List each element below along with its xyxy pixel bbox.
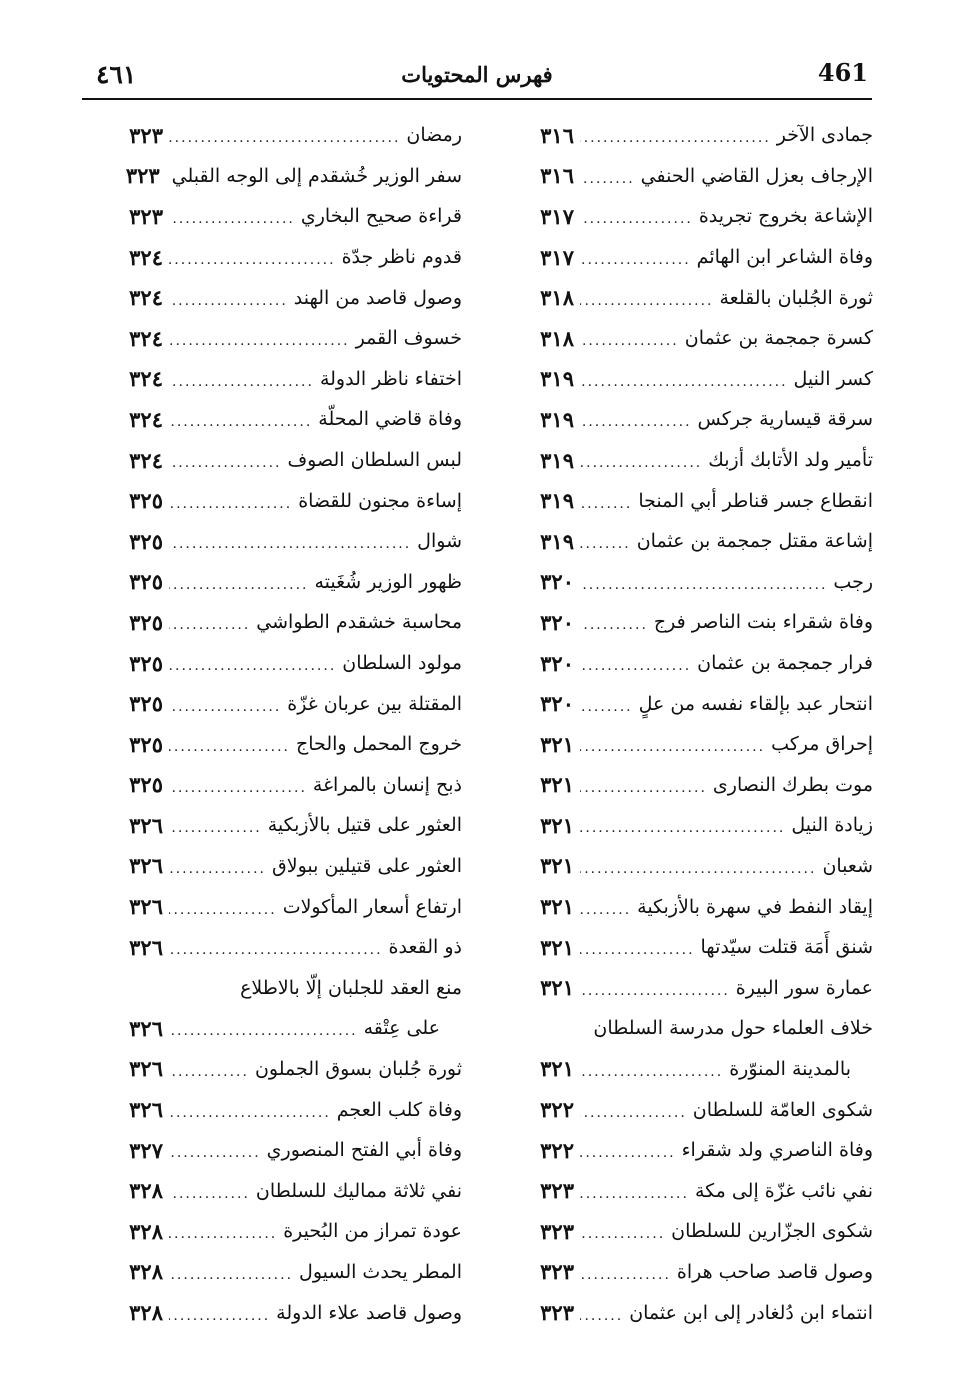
dot-leader — [580, 1140, 676, 1160]
toc-entry-page: ٣١٩ — [540, 488, 574, 514]
toc-entry-page: ٣٢٤ — [129, 244, 163, 270]
toc-entry — [97, 277, 462, 318]
toc-entry — [508, 440, 873, 481]
dot-leader — [580, 897, 631, 917]
dot-leader — [580, 572, 827, 592]
toc-entry — [97, 1170, 462, 1211]
toc-entry — [508, 1008, 873, 1049]
toc-entry-title: موت بطرك النصارى — [712, 773, 873, 796]
dot-leader — [169, 734, 290, 754]
dot-leader — [580, 1303, 623, 1323]
toc-entry-page: ٣٢٥ — [129, 772, 163, 798]
toc-entry — [97, 683, 462, 724]
toc-entry — [97, 1089, 462, 1130]
dot-leader — [169, 206, 295, 226]
toc-entry-page: ٣٢٨ — [129, 1218, 163, 1244]
toc-entry — [97, 115, 462, 156]
dot-leader — [169, 409, 312, 429]
toc-entry-page: ٣٢٥ — [129, 528, 163, 554]
toc-entry-page: ٣٢١ — [540, 894, 574, 920]
toc-entry-title: إيقاد النفط في سهرة بالأزبكية — [637, 895, 873, 918]
toc-entry-page: ٣١٦ — [540, 163, 574, 189]
dot-leader — [169, 1018, 358, 1038]
toc-entry — [97, 967, 462, 1008]
toc-entry-title: العثور على قتيلين ببولاق — [272, 854, 462, 877]
toc-entry — [97, 562, 462, 603]
toc-entry — [508, 359, 873, 400]
toc-entry-page: ٣٢٤ — [129, 285, 163, 311]
dot-leader — [580, 1100, 687, 1120]
toc-entry-page: ٣٢٥ — [129, 650, 163, 676]
toc-entry — [97, 805, 462, 846]
toc-entry — [97, 765, 462, 806]
toc-entry-title: إحراق مركب — [771, 733, 873, 756]
toc-entry — [508, 967, 873, 1008]
toc-entry — [97, 196, 462, 237]
dot-leader — [169, 1303, 270, 1323]
toc-entry-page: ٣٢٢ — [540, 1137, 574, 1163]
running-title: فهرس المحتويات — [401, 62, 553, 87]
toc-entry — [508, 277, 873, 318]
dot-leader — [580, 775, 707, 795]
toc-entry — [97, 480, 462, 521]
toc-entry — [97, 1008, 462, 1049]
toc-entry-page: ٣٢١ — [540, 853, 574, 879]
toc-entry-page: ٣٢٣ — [540, 1218, 574, 1244]
toc-entry-title: وصول قاصد من الهند — [293, 286, 462, 309]
toc-entry-title: مولود السلطان — [342, 652, 462, 675]
toc-entry-title: وفاة الشاعر ابن الهائم — [696, 246, 873, 269]
toc-entry-page: ٣٢٦ — [129, 812, 163, 838]
dot-leader — [580, 937, 695, 957]
toc-entry-title: سفر الوزير خُشقدم إلى الوجه القبلي — [171, 164, 462, 187]
toc-entry — [508, 643, 873, 684]
toc-entry-title: سرقة قيسارية جركس — [697, 408, 873, 431]
toc-entry-page: ٣٢٦ — [129, 894, 163, 920]
toc-entry-page: ٣٢٣ — [125, 163, 160, 189]
toc-entry — [508, 765, 873, 806]
toc-entry-page: ٣٢٣ — [129, 122, 163, 148]
toc-entry-title: بالمدينة المنوّرة — [729, 1057, 851, 1080]
toc-entry — [508, 399, 873, 440]
toc-entry-title: ذبح إنسان بالمراغة — [312, 773, 462, 796]
toc-entry-title: شكوى العامّة للسلطان — [692, 1098, 873, 1121]
toc-entry-title: المقتلة بين عربان غزّة — [287, 692, 462, 715]
toc-entry — [508, 724, 873, 765]
toc-entry — [97, 521, 462, 562]
toc-entry-page: ٣١٨ — [540, 325, 574, 351]
page-number-latin: 461 — [817, 58, 868, 87]
toc-column-left — [97, 115, 462, 1333]
toc-entry-page: ٣٢٨ — [129, 1259, 163, 1285]
toc-entry — [508, 1130, 873, 1171]
toc-entry-page: ٣٢٣ — [540, 1300, 574, 1326]
dot-leader — [169, 1262, 293, 1282]
toc-entry-page: ٣٢١ — [540, 1056, 574, 1082]
dot-leader — [169, 612, 250, 632]
toc-entry-title: شوال — [417, 530, 462, 553]
toc-entry-page: ٣١٦ — [540, 122, 574, 148]
toc-entry-page: ٣١٧ — [540, 203, 574, 229]
toc-entry-page: ٣٢١ — [540, 975, 574, 1001]
dot-leader — [169, 125, 400, 145]
toc-entry-page: ٣٢٦ — [129, 1097, 163, 1123]
toc-entry — [97, 927, 462, 968]
toc-entry-title: وصول قاصد صاحب هراة — [676, 1260, 873, 1283]
dot-leader — [580, 815, 785, 835]
toc-entry-title: وفاة شقراء بنت الناصر فرج — [653, 611, 873, 634]
toc-entry — [97, 1049, 462, 1090]
toc-entry-title: إشاعة مقتل جمجمة بن عثمان — [636, 530, 873, 553]
toc-entry — [508, 602, 873, 643]
toc-entry-title: وفاة الناصري ولد شقراء — [681, 1139, 873, 1162]
dot-leader — [580, 125, 771, 145]
toc-entry — [508, 237, 873, 278]
dot-leader — [169, 937, 383, 957]
toc-entry — [508, 1211, 873, 1252]
dot-leader — [580, 328, 679, 348]
toc-entry-page: ٣٢٥ — [129, 609, 163, 635]
toc-entry — [508, 1292, 873, 1333]
toc-entry-page: ٣٢٨ — [129, 1178, 163, 1204]
toc-entry-page: ٣٢٦ — [129, 853, 163, 879]
toc-entry-page: ٣٢١ — [540, 812, 574, 838]
dot-leader — [169, 247, 336, 267]
toc-entry-title: خروج المحمل والحاج — [296, 733, 462, 756]
toc-entry-title: تأمير ولد الأتابك أزبك — [708, 449, 873, 472]
dot-leader — [580, 612, 648, 632]
dot-leader — [169, 328, 350, 348]
toc-entry-page: ٣٢٦ — [129, 1015, 163, 1041]
toc-entry — [97, 399, 462, 440]
dot-leader — [580, 653, 691, 673]
toc-entry — [97, 318, 462, 359]
dot-leader — [169, 288, 288, 308]
toc-entry-title: كسرة جمجمة بن عثمان — [684, 327, 873, 350]
toc-entry-page: ٣٢٥ — [129, 488, 163, 514]
toc-entry-title: الإشاعة بخروج تجريدة — [698, 205, 873, 228]
toc-entry — [97, 359, 462, 400]
dot-leader — [169, 1140, 261, 1160]
dot-leader — [169, 694, 281, 714]
toc-entry-page: ٣٢١ — [540, 934, 574, 960]
toc-entry-page: ٣٢٤ — [129, 366, 163, 392]
toc-entry — [97, 1292, 462, 1333]
toc-entry — [97, 1130, 462, 1171]
toc-entry-page: ٣٢٦ — [129, 1056, 163, 1082]
toc-entry-title: رمضان — [406, 124, 462, 147]
dot-leader — [580, 491, 632, 511]
toc-entry — [508, 846, 873, 887]
toc-entry-title: شعبان — [822, 854, 873, 877]
toc-entry — [97, 602, 462, 643]
toc-entry-title: اختفاء ناظر الدولة — [319, 367, 462, 390]
toc-entry — [508, 115, 873, 156]
toc-entry-title: منع العقد للجلبان إلّا بالاطلاع — [240, 976, 462, 999]
dot-leader — [580, 734, 765, 754]
toc-entry-title: ذو القعدة — [388, 936, 462, 959]
dot-leader — [169, 572, 308, 592]
toc-entry-title: على عِتْقه — [363, 1017, 440, 1040]
toc-entry-page: ٣٢٢ — [540, 1097, 574, 1123]
toc-entry — [97, 156, 462, 197]
toc-entry-title: لبس السلطان الصوف — [287, 449, 462, 472]
dot-leader — [169, 1221, 277, 1241]
dot-leader — [580, 288, 713, 308]
dot-leader — [169, 450, 281, 470]
toc-entry — [508, 683, 873, 724]
dot-leader — [169, 815, 262, 835]
dot-leader — [580, 531, 631, 551]
toc-entry-title: ثورة الجُلبان بالقلعة — [719, 286, 873, 309]
toc-entry-page: ٣٢٠ — [540, 609, 574, 635]
dot-leader — [169, 1059, 249, 1079]
toc-entry-title: نفي ثلاثة مماليك للسلطان — [255, 1179, 462, 1202]
toc-entry-page: ٣٢٣ — [540, 1259, 574, 1285]
dot-leader — [169, 491, 292, 511]
toc-entry — [508, 196, 873, 237]
header-rule — [82, 98, 872, 100]
toc-entry-title: انتحار عبد بإلقاء نفسه من علٍ — [638, 692, 873, 715]
toc-entry — [97, 1211, 462, 1252]
toc-entry-title: الإرجاف بعزل القاضي الحنفي — [640, 164, 873, 187]
dot-leader — [580, 694, 633, 714]
toc-entry-title: قراءة صحيح البخاري — [300, 205, 462, 228]
toc-entry-title: انتماء ابن دُلغادر إلى ابن عثمان — [629, 1301, 873, 1324]
dot-leader — [169, 856, 266, 876]
toc-entry-title: محاسبة خشقدم الطواشي — [256, 611, 462, 634]
page-number-arabic: ٤٦١ — [96, 60, 137, 89]
toc-entry — [508, 318, 873, 359]
toc-entry — [508, 1170, 873, 1211]
toc-entry-title: رجب — [833, 570, 873, 593]
toc-entry — [97, 643, 462, 684]
toc-entry-title: عودة تمراز من البُحيرة — [283, 1220, 462, 1243]
toc-entry-page: ٣٢١ — [540, 772, 574, 798]
dot-leader — [580, 206, 693, 226]
toc-entry-page: ٣١٩ — [540, 406, 574, 432]
toc-entry-title: وفاة كلب العجم — [336, 1098, 462, 1121]
toc-entry-page: ٣٢٨ — [129, 1300, 163, 1326]
toc-entry — [97, 440, 462, 481]
toc-entry-page: ٣١٩ — [540, 528, 574, 554]
toc-entry — [508, 156, 873, 197]
toc-entry-page: ٣٢٠ — [540, 691, 574, 717]
dot-leader — [580, 369, 788, 389]
toc-entry-title: قدوم ناظر جدّة — [341, 246, 462, 269]
toc-entry-page: ٣٢٦ — [129, 934, 163, 960]
toc-entry-page: ٣١٧ — [540, 244, 574, 270]
toc-entry-title: العثور على قتيل بالأزبكية — [267, 814, 462, 837]
toc-entry — [97, 1252, 462, 1293]
toc-entry-page: ٣٢٠ — [540, 650, 574, 676]
toc-entry-page: ٣٢٧ — [129, 1137, 163, 1163]
toc-entry-title: جمادى الآخر — [776, 124, 873, 147]
dot-leader — [580, 450, 702, 470]
toc-entry-title: شكوى الجزّارين للسلطان — [671, 1220, 873, 1243]
dot-leader — [169, 897, 277, 917]
toc-entry-title: فرار جمجمة بن عثمان — [697, 652, 873, 675]
toc-entry-title: وفاة أبي الفتح المنصوري — [266, 1139, 462, 1162]
toc-entry-page: ٣٢٠ — [540, 569, 574, 595]
toc-entry-title: إساءة مجنون للقضاة — [298, 489, 462, 512]
toc-entry — [508, 805, 873, 846]
toc-entry-title: كسر النيل — [793, 367, 873, 390]
toc-entry-title: شنق أَمَة قتلت سيّدتها — [700, 936, 873, 959]
toc-entry-title: وصول قاصد علاء الدولة — [276, 1301, 462, 1324]
toc-entry-page: ٣٢٤ — [129, 406, 163, 432]
toc-entry-title: ظهور الوزير شُغَيته — [314, 570, 462, 593]
toc-entry-page: ٣٢٥ — [129, 569, 163, 595]
toc-entry — [508, 521, 873, 562]
toc-entry — [508, 886, 873, 927]
toc-entry-page: ٣٢٣ — [129, 203, 163, 229]
toc-column-right — [508, 115, 873, 1333]
toc-entry-title: خلاف العلماء حول مدرسة السلطان — [593, 1017, 873, 1040]
dot-leader — [580, 247, 691, 267]
toc-entry-page: ٣٢٣ — [540, 1178, 574, 1204]
toc-entry — [508, 927, 873, 968]
dot-leader — [580, 166, 635, 186]
toc-entry — [97, 237, 462, 278]
dot-leader — [169, 1100, 331, 1120]
toc-entry-title: المطر يحدث السيول — [299, 1260, 462, 1283]
dot-leader — [580, 978, 730, 998]
toc-entry-title: عمارة سور البيرة — [735, 976, 873, 999]
toc-entry-title: خسوف القمر — [355, 327, 462, 350]
dot-leader — [580, 409, 692, 429]
toc-entry — [97, 846, 462, 887]
toc-entry-page: ٣٢٥ — [129, 731, 163, 757]
page-header — [82, 50, 872, 98]
dot-leader — [169, 775, 307, 795]
dot-leader — [169, 531, 411, 551]
toc-entry — [508, 1252, 873, 1293]
dot-leader — [169, 653, 336, 673]
dot-leader — [580, 1181, 689, 1201]
toc-entry-page: ٣٢٤ — [129, 325, 163, 351]
toc-entry-title: وفاة قاضي المحلّة — [318, 408, 462, 431]
dot-leader — [580, 856, 816, 876]
dot-leader — [169, 1181, 250, 1201]
toc-entry-page: ٣٢٥ — [129, 691, 163, 717]
toc-entry — [508, 1049, 873, 1090]
dot-leader — [169, 369, 314, 389]
toc-entry-title: نفي نائب غزّة إلى مكة — [694, 1179, 873, 1202]
toc-entry-title: زيادة النيل — [791, 814, 873, 837]
toc-entry-title: ارتفاع أسعار المأكولات — [282, 895, 462, 918]
dot-leader — [580, 1221, 665, 1241]
toc-entry — [97, 724, 462, 765]
toc-entry-page: ٣٢١ — [540, 731, 574, 757]
toc-entry-page: ٣٢٤ — [129, 447, 163, 473]
toc-entry-page: ٣١٩ — [540, 447, 574, 473]
toc-entry-title: ثورة جُلبان بسوق الجملون — [254, 1057, 462, 1080]
dot-leader — [580, 1262, 671, 1282]
toc-entry-page: ٣١٩ — [540, 366, 574, 392]
toc-entry — [508, 480, 873, 521]
toc-entry-title: انقطاع جسر قناطر أبي المنجا — [638, 489, 873, 512]
dot-leader — [580, 1059, 723, 1079]
toc-entry — [508, 1089, 873, 1130]
toc-entry — [508, 562, 873, 603]
toc-entry — [97, 886, 462, 927]
toc-entry-page: ٣١٨ — [540, 285, 574, 311]
